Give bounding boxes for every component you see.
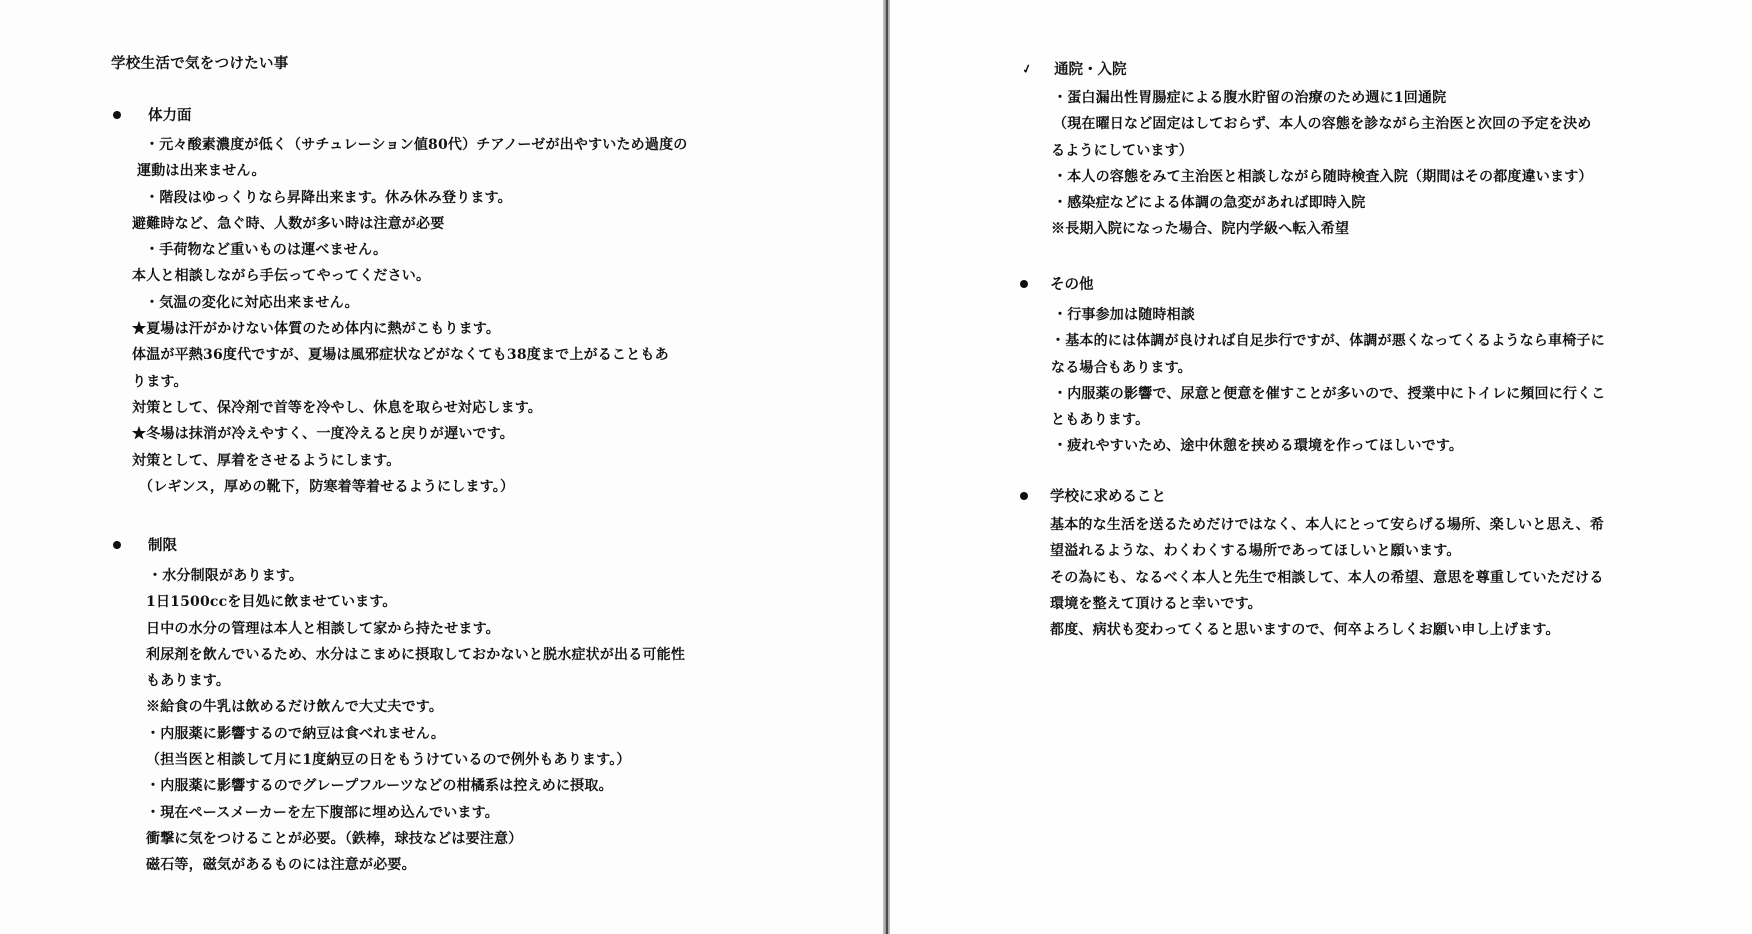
section-body-requests [1050,512,1604,643]
section-heading-physical [113,104,192,125]
text-line: 磁石等，磁気があるものには注意が必要。 [146,857,416,874]
text-line: 都度、病状も変わってくると思いますので、何卒よろしくお願い申し上げます。 [1050,622,1560,639]
text-line: ★夏場は汗がかけない体質のため体内に熱がこもります。 [132,321,501,338]
text-line: ・内服薬に影響するので納豆は食べれません。 [146,725,446,742]
text-line: ★冬場は抹消が冷えやすく、一度冷えると戻りが遅いです。 [132,426,514,443]
section-heading-label: 体力面 [148,107,192,124]
text-line: 対策として、保冷剤で首等を冷やし、休息を取らせ対応します。 [132,399,542,416]
text-line: ・手荷物など重いものは運べません。 [145,242,388,259]
text-line: ・感染症などによる体調の急変があれば即時入院 [1053,195,1366,212]
text-line: ・階段はゆっくりなら昇降出来ます。休み休み登ります。 [145,189,512,206]
page-fold-line [886,0,888,934]
text-line: ・疲れやすいため、途中休憩を挟める環境を作ってほしいです。 [1053,438,1464,455]
text-line: ・基本的には体調が良ければ自足歩行ですが、体調が悪くなってくるようなら車椅子に [1051,333,1605,350]
bullet-icon [113,541,121,549]
text-line: 基本的な生活を送るためだけではなく、本人にとって安らげる場所、楽しいと思え、希 [1050,517,1605,533]
text-line: ・内服薬の影響で、尿意と便意を催すことが多いので、授業中にトイレに頻回に行くこ [1053,385,1606,402]
page-title: 学校生活で気をつけたい事 [111,55,289,72]
bullet-icon [1020,280,1028,288]
section-heading-other [1020,273,1094,294]
text-line: ・本人の容態をみて主治医と相談しながら随時検査入院（期間はその都度違います） [1053,168,1593,185]
text-line: るようにしています） [1051,142,1193,159]
text-line: ※長期入院になった場合、院内学級へ転入希望 [1051,221,1350,238]
text-line: 対策として、厚着をさせるようにします。 [132,452,401,469]
text-line: ・水分制限があります。 [148,568,304,584]
text-line: もあります。 [146,673,231,690]
text-line: ・蛋白漏出性胃腸症による腹水貯留の治療のため週に1回通院 [1053,90,1447,106]
text-line: 運動は出来ません。 [137,163,266,180]
section-body-hospital [1051,85,1593,243]
text-line: 避難時など、急ぐ時、人数が多い時は注意が必要 [132,215,445,232]
section-heading-requests [1020,485,1166,506]
text-line: 1日1500ccを目処に飲ませています。 [146,594,397,611]
text-line: その為にも、なるべく本人と先生で相談して、本人の希望、意思を尊重していただける [1050,569,1604,586]
text-line: （現在曜日など固定はしておらず、本人の容態を診ながら主治医と次回の予定を決め [1053,116,1592,133]
text-line: ります。 [132,373,188,390]
section-body-physical [132,132,688,500]
text-line: 利尿剤を飲んでいるため、水分はこまめに摂取しておかないと脱水症状が出る可能性 [146,646,686,663]
section-heading-label: 制限 [148,537,177,554]
check-mark-icon: ✓ [1020,60,1034,77]
section-heading-label: 通院・入院 [1054,61,1127,78]
section-heading-label: その他 [1050,276,1094,293]
text-line: ・現在ペースメーカーを左下腹部に埋め込んでいます。 [146,804,499,821]
section-heading-restrictions [113,534,177,555]
text-line: （担当医と相談して月に1度納豆の日をもうけているので例外もあります。） [146,752,631,769]
text-line: 本人と相談しながら手伝ってやってください。 [132,268,431,285]
section-heading-hospital [1022,58,1127,79]
text-line: 体温が平熱36度代ですが、夏場は風邪症状などがなくても38度まで上がることもあ [132,347,669,364]
bullet-icon [1020,492,1028,500]
text-line: ・内服薬に影響するのでグレープフルーツなどの柑橘系は控えめに摂取。 [146,778,613,795]
section-body-restrictions [146,563,685,879]
text-line: ・行事参加は随時相談 [1053,307,1195,323]
text-line: ※給食の牛乳は飲めるだけ飲んで大丈夫です。 [146,699,444,716]
bullet-icon [113,111,121,119]
section-heading-label: 学校に求めること [1050,488,1166,505]
right-page [890,0,1752,934]
text-line: なる場合もあります。 [1051,359,1192,376]
text-line: 日中の水分の管理は本人と相談して家から持たせます。 [146,620,500,637]
section-body-other [1051,302,1606,460]
text-line: ・気温の変化に対応出来ません。 [145,294,359,311]
text-line: ともあります。 [1051,412,1150,429]
text-line: 望溢れるような、わくわくする場所であってほしいと願います。 [1050,543,1461,560]
text-line: ・元々酸素濃度が低く（サチュレーション値80代）チアノーゼが出やすいため過度の [145,137,688,153]
text-line: 環境を整えて頂けると幸いです。 [1050,595,1262,612]
text-line: （レギンス，厚めの靴下，防寒着等着せるようにします。） [139,478,515,495]
text-line: 衝撃に気をつけることが必要。（鉄棒，球技などは要注意） [146,830,523,847]
